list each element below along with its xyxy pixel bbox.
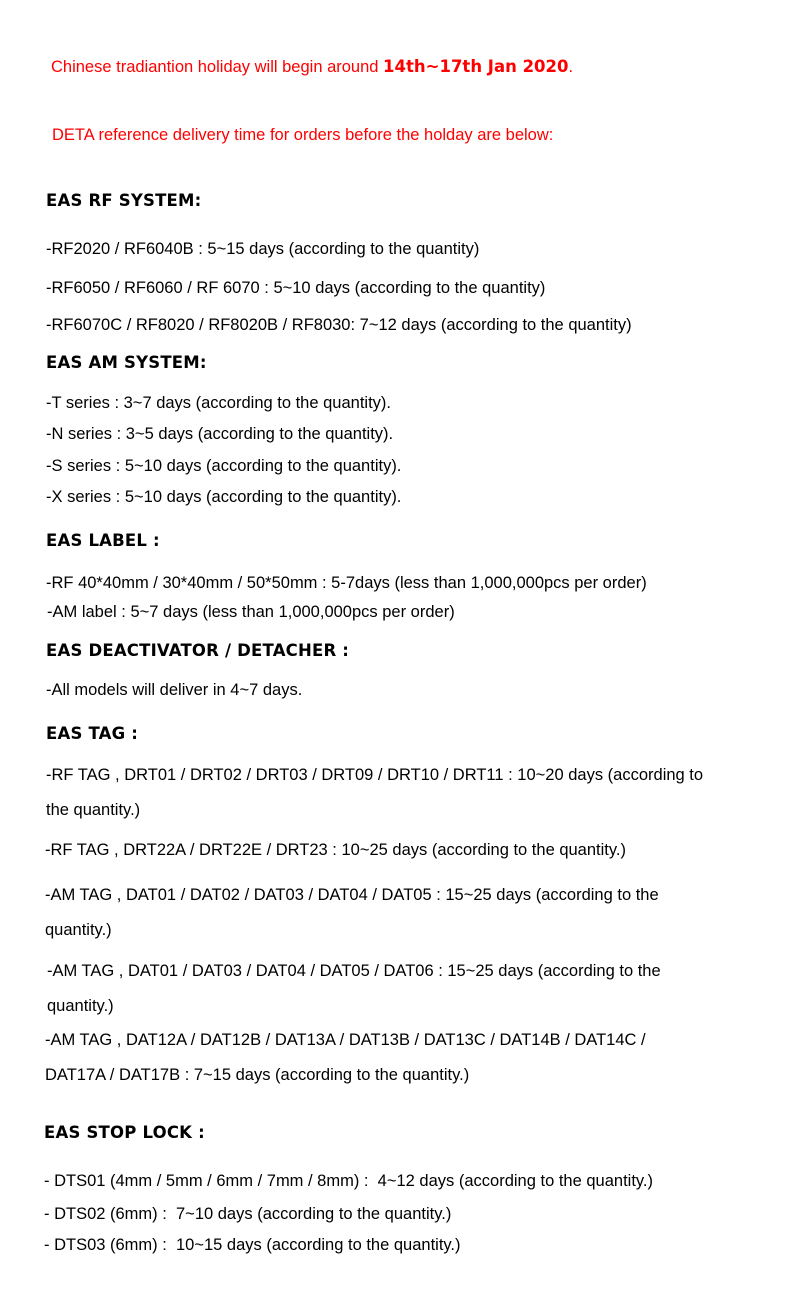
list-item: -RF TAG , DRT01 / DRT02 / DRT03 / DRT09 / DRT10 / DRT11 : 10~20 days (according to (46, 766, 704, 784)
list-item: -X series : 5~10 days (according to the quantity). (46, 488, 402, 506)
list-item: -RF6070C / RF8020 / RF8020B / RF8030: 7~12 days (according to the quantity) (46, 316, 632, 334)
list-item: - DTS02 (6mm) : 7~10 days (according to the quantity.) (44, 1205, 452, 1223)
list-item-continued: DAT17A / DAT17B : 7~15 days (according to the quantity.) (45, 1066, 470, 1084)
section-heading-label: EAS LABEL : (46, 531, 160, 550)
holiday-notice-end: . (568, 58, 574, 76)
list-item: - DTS03 (6mm) : 10~15 days (according to the quantity.) (44, 1236, 461, 1254)
list-item: -T series : 3~7 days (according to the quantity). (46, 394, 391, 412)
list-item: -S series : 5~10 days (according to the quantity). (46, 457, 402, 475)
list-item: -RF6050 / RF6060 / RF 6070 : 5~10 days (according to the quantity) (46, 279, 546, 297)
section-heading-tag: EAS TAG : (46, 724, 139, 743)
delivery-reference-note: DETA reference delivery time for orders before the holday are below: (52, 126, 554, 144)
list-item: -RF TAG , DRT22A / DRT22E / DRT23 : 10~25 days (according to the quantity.) (45, 841, 626, 859)
holiday-dates: 14th~17th Jan 2020 (383, 57, 569, 76)
list-item: -AM TAG , DAT01 / DAT02 / DAT03 / DAT04 / DAT05 : 15~25 days (according to the (45, 886, 659, 904)
list-item: -RF2020 / RF6040B : 5~15 days (according to the quantity) (46, 240, 480, 258)
section-heading-am-system: EAS AM SYSTEM: (46, 353, 207, 372)
list-item: -AM TAG , DAT12A / DAT12B / DAT13A / DAT13B / DAT13C / DAT14B / DAT14C / (45, 1031, 646, 1049)
list-item: -RF 40*40mm / 30*40mm / 50*50mm : 5-7days (less than 1,000,000pcs per order) (46, 574, 647, 592)
list-item: - DTS01 (4mm / 5mm / 6mm / 7mm / 8mm) : 4~12 days (according to the quantity.) (44, 1172, 654, 1190)
section-heading-stop-lock: EAS STOP LOCK : (44, 1123, 205, 1142)
list-item: -AM label : 5~7 days (less than 1,000,000pcs per order) (47, 603, 455, 621)
list-item-continued: quantity.) (47, 997, 114, 1015)
list-item: -All models will deliver in 4~7 days. (46, 681, 303, 699)
list-item-continued: quantity.) (45, 921, 112, 939)
section-heading-rf-system: EAS RF SYSTEM: (46, 191, 202, 210)
list-item-continued: the quantity.) (46, 801, 141, 819)
holiday-notice-text: Chinese tradiantion holiday will begin around (51, 58, 384, 76)
list-item: -N series : 3~5 days (according to the quantity). (46, 425, 394, 443)
section-heading-deactivator: EAS DEACTIVATOR / DETACHER : (46, 641, 350, 660)
holiday-notice (51, 57, 573, 77)
list-item: -AM TAG , DAT01 / DAT03 / DAT04 / DAT05 / DAT06 : 15~25 days (according to the (47, 962, 661, 980)
